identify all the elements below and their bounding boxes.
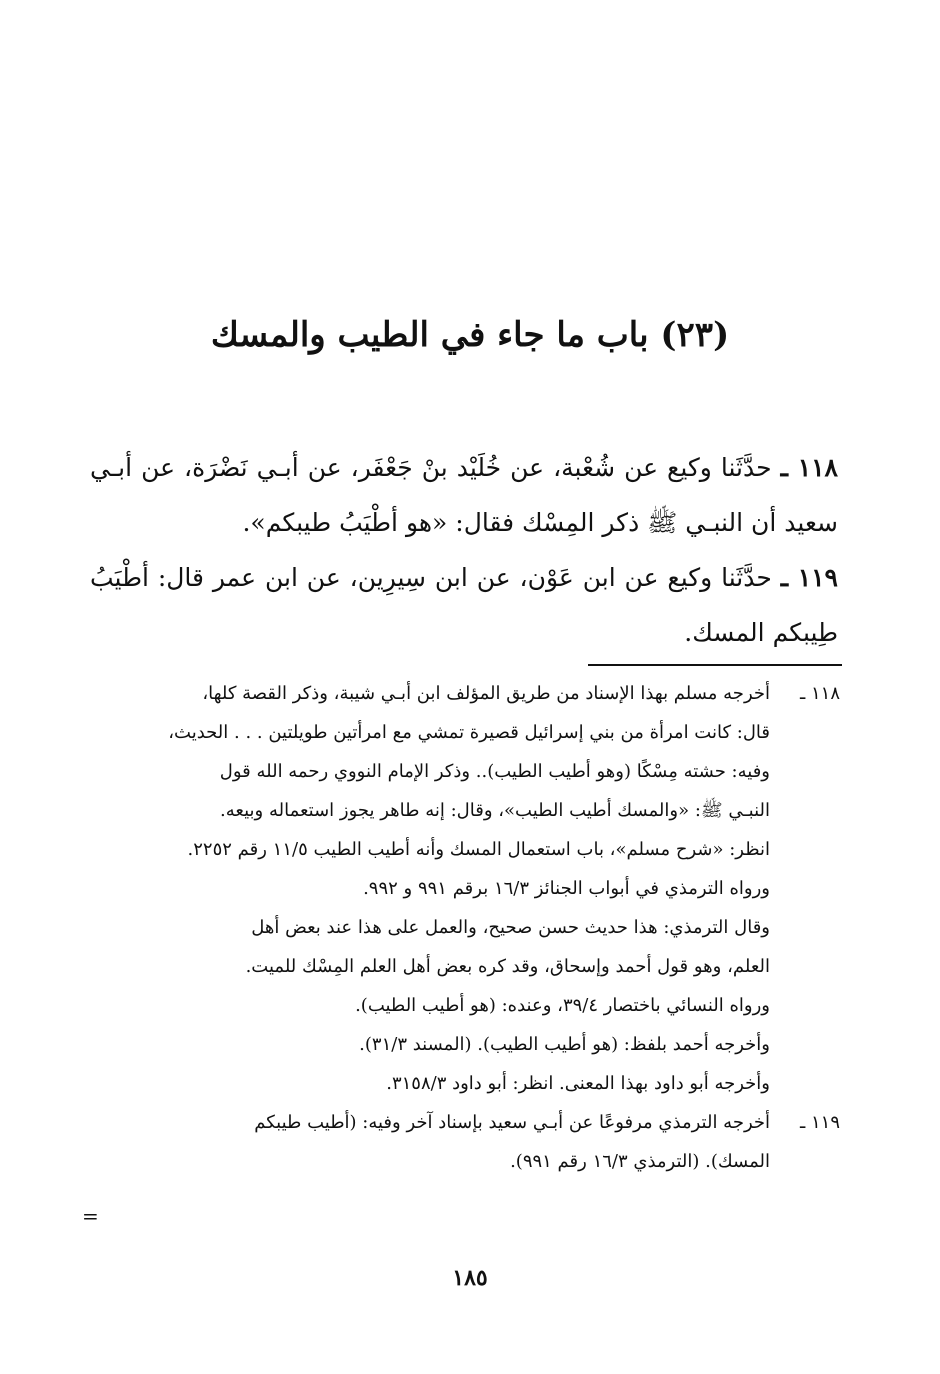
chapter-title: (٢٣) باب ما جاء في الطيب والمسك <box>210 315 730 355</box>
hadith-text: حدَّثَنا وكيع عن ابن عَوْن، عن ابن سِيرِين، عن ابن عمر قال: أطْيَبُ طِيبكم المسك. <box>90 563 838 647</box>
footnote-line: العلم، وهو قول أحمد وإسحاق، وقد كره بعض أهل العلم المِسْك للميت. <box>245 956 770 977</box>
footnote-number: ١١٩ ـ <box>799 1112 840 1133</box>
footnote-number: ١١٨ ـ <box>799 683 840 704</box>
footnote-line: انظر: «شرح مسلم»، باب استعمال المسك وأنه أطيب الطيب ١١/٥ رقم ٢٢٥٢. <box>187 839 770 860</box>
footnote-line: ورواه النسائي باختصار ٣٩/٤، وعنده: (هو أطيب الطيب). <box>355 995 770 1016</box>
footnote-line: قال: كانت امرأة من بني إسرائيل قصيرة تمشي مع امرأتين طويلتين . . . الحديث، <box>168 722 770 743</box>
footnote-line: وفيه: حشته مِسْكًا (وهو أطيب الطيب).. وذكر الإمام النووي رحمه الله قول <box>219 761 770 782</box>
footnote-line: أخرجه الترمذي مرفوعًا عن أبـي سعيد بإسناد آخر وفيه: (أطيب طيبكم <box>254 1112 770 1133</box>
hadith-number: ١١٨ ـ <box>780 453 838 482</box>
footnotes-section <box>84 674 840 1181</box>
footnote-line: وأخرجه أحمد بلفظ: (هو أطيب الطيب). (المسند ٣١/٣). <box>359 1034 770 1055</box>
footnote-divider <box>588 664 842 666</box>
continuation-mark: = <box>82 1204 99 1228</box>
footnote-body <box>84 674 770 1103</box>
footnote-118 <box>84 674 840 1103</box>
footnote-line: ورواه الترمذي في أبواب الجنائز ١٦/٣ برقم ٩٩١ و ٩٩٢. <box>363 878 770 899</box>
hadith-119 <box>90 550 838 660</box>
hadith-118 <box>90 440 838 550</box>
footnote-119 <box>84 1103 840 1181</box>
footnote-line: وقال الترمذي: هذا حديث حسن صحيح، والعمل على هذا عند بعض أهل <box>251 917 770 938</box>
footnote-line: النبـي ﷺ: «والمسك أطيب الطيب»، وقال: إنه طاهر يجوز استعماله وبيعه. <box>220 800 770 821</box>
page-number: ١٨٥ <box>452 1265 488 1291</box>
footnote-line: أخرجه مسلم بهذا الإسناد من طريق المؤلف ابن أبـي شيبة، وذكر القصة كلها، <box>202 683 770 704</box>
footnote-line: المسك). (الترمذي ١٦/٣ رقم ٩٩١). <box>510 1151 770 1172</box>
hadith-section <box>90 440 838 660</box>
hadith-number: ١١٩ ـ <box>780 563 838 592</box>
footnote-body <box>84 1103 770 1181</box>
footnote-line: وأخرجه أبو داود بهذا المعنى. انظر: أبو داود ٣١٥٨/٣. <box>386 1073 770 1094</box>
hadith-text: حدَّثَنا وكيع عن شُعْبة، عن خُلَيْد بنْ جَعْفَر، عن أبـي نَضْرَة، عن أبـي سعيد أن النبـي ﷺ ذكر المِسْك فقال: «هو أطْيَبُ طيبكم». <box>90 453 838 537</box>
